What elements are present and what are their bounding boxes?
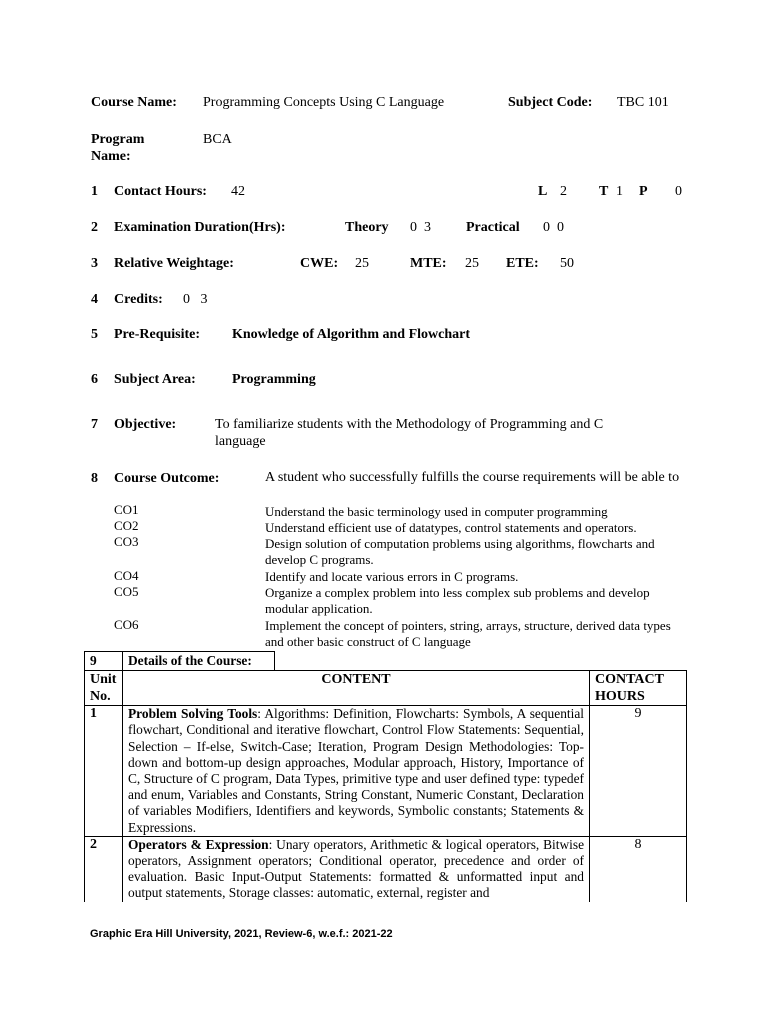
unit-number: 2 [85,836,123,901]
details-header-row [85,671,687,706]
outcome-text: Understand efficient use of datatypes, control statements and operators. [265,520,637,535]
course-outcome-label: Course Outcome: [114,471,220,486]
table-row [85,836,687,901]
outcome-code: CO3 [114,534,139,549]
outcome-text: Understand the basic terminology used in computer programming [265,504,608,519]
unit-content [123,706,590,837]
course-outcome-intro: A student who successfully fulfills the course requirements will be able to [265,470,680,485]
theory-label: Theory [345,220,389,235]
outcome-code: CO1 [114,502,139,517]
page-footer: Graphic Era Hill University, 2021, Review-6, w.e.f.: 2021-22 [90,928,393,940]
credits-label: Credits: [114,292,163,307]
ete-label: ETE: [506,256,539,271]
mte-value: 25 [465,256,479,271]
credits-value: 0 3 [183,292,208,307]
lecture-value: 2 [560,184,567,199]
outcome-text: Identify and locate various errors in C programs. [265,569,519,584]
unit-hours: 9 [590,706,687,837]
unit-body: : Algorithms: Definition, Flowcharts: Symbols, A sequential flowchart, Conditional and iterative flowchart, Control Flow Statements: Sequential, Selection – If-else, Switch-Case; Iteration, Program Design Methodologies: Top-down and bottom-up design approaches, Modular approach, History, Importance of C, Structure of C program, Data Types, primitive type and user defined type: typedef and enum, Variables and Constants, String Constant, Numeric Constant, Declaration of variables Modifiers, Identifiers and keywords, Symbolic constants; Statements & Expressions. [128,706,584,835]
subject-area-label: Subject Area: [114,372,196,387]
theory-value: 0 3 [410,220,431,235]
practical-hours-value: 0 [675,184,682,199]
unit-number: 1 [85,706,123,837]
program-name-label-line1: Program [91,132,145,147]
subject-code-label: Subject Code: [508,95,593,110]
details-number: 9 [85,652,123,671]
unit-body: : Unary operators, Arithmetic & logical operators, Bitwise operators, Assignment operators; Conditional operator, precedence and order of evaluation. Basic Input-Output Statements: formatted & unformatted input and output statements, Storage classes: automatic, external, register and [128,836,585,901]
hours-column-header: CONTACT HOURS [590,671,687,706]
unit-column-header: Unit No. [85,671,123,706]
tutorial-value: 1 [616,184,623,199]
cwe-label: CWE: [300,256,339,271]
unit-hours: 8 [590,836,687,901]
cwe-value: 25 [355,256,369,271]
course-details-table [84,651,687,902]
objective-label: Objective: [114,417,177,432]
prerequisite-label: Pre-Requisite: [114,327,201,342]
details-title: Details of the Course: [123,652,275,671]
ete-value: 50 [560,256,574,271]
subject-area-value: Programming [232,372,316,387]
unit-title: Operators & Expression [128,836,269,852]
outcome-text: Design solution of computation problems using algorithms, flowcharts and develop C programs. [265,536,655,567]
outcome-text: Organize a complex problem into less complex sub problems and develop modular application. [265,585,650,616]
course-name-value: Programming Concepts Using C Language [203,95,445,110]
exam-duration-label: Examination Duration(Hrs): [114,220,286,235]
outcome-code: CO2 [114,518,139,533]
item-number-3: 3 [91,256,98,271]
item-number-2: 2 [91,220,98,235]
item-number-7: 7 [91,417,98,432]
unit-content [123,836,590,901]
item-number-8: 8 [91,471,98,486]
content-column-header: CONTENT [123,671,590,706]
mte-label: MTE: [410,256,447,271]
contact-hours-label: Contact Hours: [114,184,207,199]
details-title-blank [275,652,687,671]
outcome-text: Implement the concept of pointers, string, arrays, structure, derived data types and other basic construct of C language [265,618,671,649]
outcome-code: CO4 [114,568,139,583]
program-name-value: BCA [203,132,232,147]
item-number-5: 5 [91,327,98,342]
program-name-label-line2: Name: [91,149,131,164]
outcome-code: CO5 [114,584,139,599]
table-row [85,706,687,837]
weightage-label: Relative Weightage: [114,256,234,271]
outcome-code: CO6 [114,617,139,632]
unit-title: Problem Solving Tools [128,706,258,722]
practical-label: Practical [466,220,520,235]
lecture-label: L [538,184,548,199]
tutorial-label: T [599,184,609,199]
subject-code-value: TBC 101 [617,95,669,110]
course-name-label: Course Name: [91,95,177,110]
details-title-row [85,652,687,671]
contact-hours-value: 42 [231,184,245,199]
item-number-4: 4 [91,292,98,307]
prerequisite-value: Knowledge of Algorithm and Flowchart [232,327,470,342]
objective-value: To familiarize students with the Methodology of Programming and C language [215,417,604,449]
item-number-6: 6 [91,372,98,387]
practical-hours-label: P [639,184,648,199]
item-number-1: 1 [91,184,98,199]
practical-value: 0 0 [543,220,564,235]
